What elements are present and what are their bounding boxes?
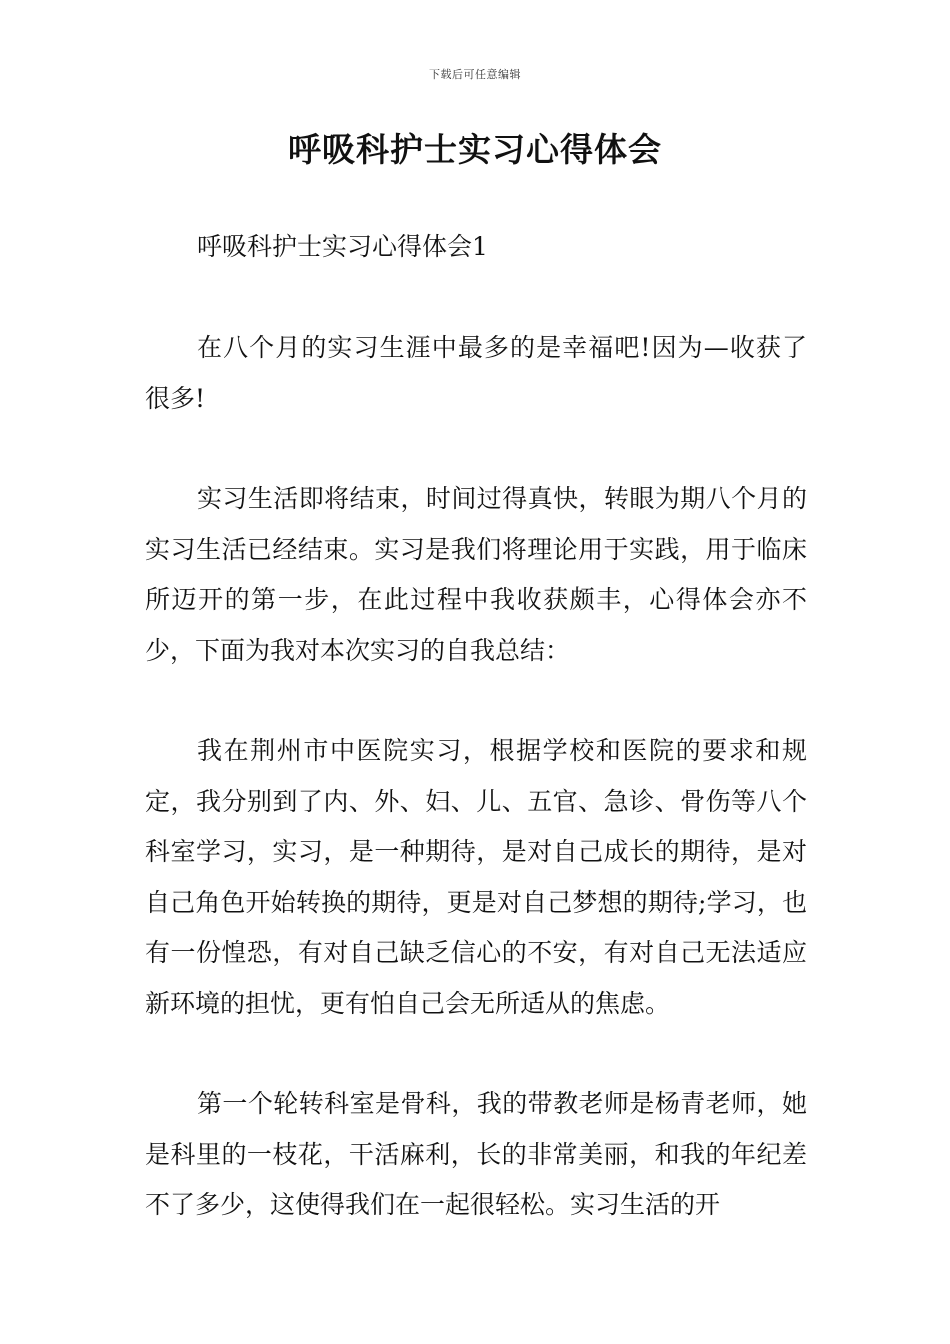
- paragraph-1: 在八个月的实习生涯中最多的是幸福吧!因为—收获了很多!: [145, 333, 807, 413]
- header-note: 下载后可任意编辑: [429, 68, 521, 81]
- paragraph-2: 实习生活即将结束，时间过得真快，转眼为期八个月的实习生活已经结束。实习是我们将理论用于实践，用于临床所迈开的第一步，在此过程中我收获颇丰，心得体会亦不少，下面为我对本次实习的自我总结：: [145, 484, 807, 665]
- paragraph-3: 我在荆州市中医院实习，根据学校和医院的要求和规定，我分别到了内、外、妇、儿、五官、急诊、骨伤等八个科室学习，实习，是一种期待，是对自己成长的期待，是对自己角色开始转换的期待，更是对自己梦想的期待;学习，也有一份惶恐，有对自己缺乏信心的不安，有对自己无法适应新环境的担忧，更有怕自己会无所适从的焦虑。: [145, 736, 807, 1018]
- document-body: [145, 222, 807, 1281]
- paragraph-4: 第一个轮转科室是骨科，我的带教老师是杨青老师，她是科里的一枝花，干活麻利，长的非常美丽，和我的年纪差不了多少，这使得我们在一起很轻松。实习生活的开: [145, 1089, 807, 1219]
- document-title: 呼吸科护士实习心得体会: [288, 130, 662, 169]
- section-subtitle: 呼吸科护士实习心得体会1: [197, 232, 488, 261]
